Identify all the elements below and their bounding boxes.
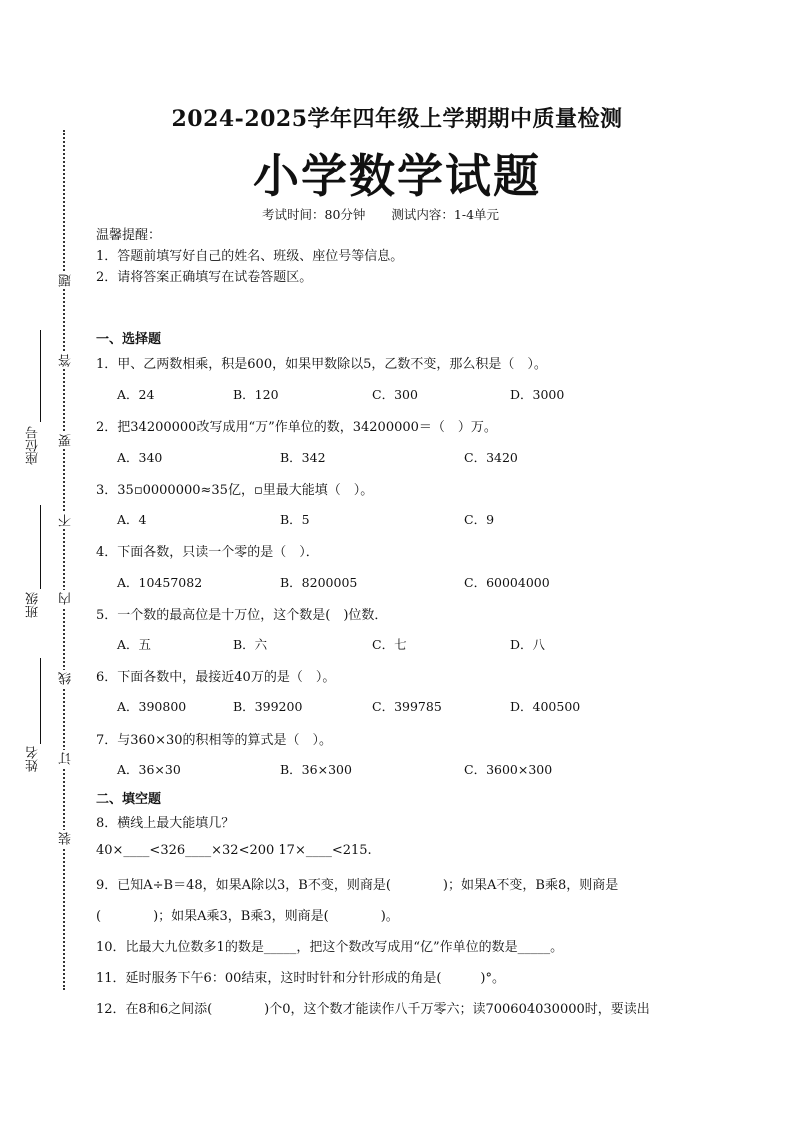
q3-option-b[interactable]: B．5 xyxy=(280,512,310,527)
seat-number-label: 座位号 xyxy=(26,426,41,465)
q3-option-c[interactable]: C．9 xyxy=(464,512,495,527)
q10-stem: 10．比最大九位数多1的数是_____，把这个数改写成用“亿”作单位的数是_____。 xyxy=(96,940,564,955)
q5-option-c[interactable]: C．七 xyxy=(372,637,407,652)
binding-char-4: 不 xyxy=(59,514,74,527)
binding-char-1: 题 xyxy=(59,274,74,287)
q2-option-b[interactable]: B．342 xyxy=(280,450,326,465)
q6-option-d[interactable]: D．400500 xyxy=(510,699,581,714)
binding-char-8: 装 xyxy=(59,832,74,845)
q9-line-1: 9．已知A÷B＝48，如果A除以3，B不变，则商是( )；如果A不变，B乘8，则商是 xyxy=(96,878,619,893)
q8-line: 40×____<326____×32<200 17×____<215. xyxy=(96,843,372,858)
q3-stem: 3．35▫0000000≈35亿，▫里最大能填（ ）。 xyxy=(96,483,374,498)
q5-option-d[interactable]: D．八 xyxy=(510,637,546,652)
q6-option-a[interactable]: A．390800 xyxy=(117,699,187,714)
q1-option-b[interactable]: B．120 xyxy=(233,387,279,402)
binding-char-6: 线 xyxy=(59,672,74,685)
q2-option-c[interactable]: C．3420 xyxy=(464,450,518,465)
class-blank[interactable] xyxy=(40,505,41,589)
notice-item-1: 1．答题前填写好自己的姓名、班级、座位号等信息。 xyxy=(96,249,404,264)
q12-stem: 12．在8和6之间添( )个0，这个数才能读作八千万零六；读700604030000时，要读出 xyxy=(96,1002,650,1017)
q4-stem: 4．下面各数，只读一个零的是（ ）． xyxy=(96,545,319,560)
binding-char-7: 订 xyxy=(59,752,74,765)
name-blank[interactable] xyxy=(40,658,41,744)
exam-content: 测试内容：1-4单元 xyxy=(391,207,500,222)
q1-option-d[interactable]: D．3000 xyxy=(510,387,565,402)
class-label: 班级 xyxy=(26,592,41,618)
section-2-title: 二、填空题 xyxy=(96,792,162,807)
name-label: 姓名 xyxy=(26,746,41,772)
binding-char-3: 要 xyxy=(59,434,74,447)
q7-option-c[interactable]: C．3600×300 xyxy=(464,762,553,777)
q8-stem: 8．横线上最大能填几？ xyxy=(96,816,235,831)
q5-stem: 5．一个数的最高位是十万位，这个数是( )位数． xyxy=(96,608,388,623)
binding-char-2: 答 xyxy=(59,354,74,367)
q7-option-a[interactable]: A．36×30 xyxy=(117,762,181,777)
q2-option-a[interactable]: A．340 xyxy=(117,450,163,465)
q6-stem: 6．下面各数中，最接近40万的是（ ）。 xyxy=(96,670,336,685)
binding-dotted-line xyxy=(63,130,65,990)
q1-stem: 1．甲、乙两数相乘，积是600，如果甲数除以5，乙数不变，那么积是（ ）。 xyxy=(96,357,547,372)
exam-meta xyxy=(262,205,499,223)
exam-title: 2024-2025学年四年级上学期期中质量检测 xyxy=(171,106,623,132)
q11-stem: 11．延时服务下午6：00结束，这时时针和分针形成的角是( )°。 xyxy=(96,971,505,986)
notice-item-2: 2．请将答案正确填写在试卷答题区。 xyxy=(96,270,313,285)
binding-char-5: 内 xyxy=(59,592,74,605)
q1-option-a[interactable]: A．24 xyxy=(117,387,155,402)
q2-stem: 2．把34200000改写成用“万”作单位的数，34200000＝（ ）万。 xyxy=(96,420,497,435)
q1-option-c[interactable]: C．300 xyxy=(372,387,418,402)
q6-option-b[interactable]: B．399200 xyxy=(233,699,303,714)
q4-option-a[interactable]: A．10457082 xyxy=(117,575,203,590)
q7-stem: 7．与360×30的积相等的算式是（ ）。 xyxy=(96,733,333,748)
exam-time: 考试时间：80分钟 xyxy=(262,207,366,222)
seat-number-blank[interactable] xyxy=(40,330,41,422)
q6-option-c[interactable]: C．399785 xyxy=(372,699,442,714)
q3-option-a[interactable]: A．4 xyxy=(117,512,147,527)
q9-line-2: ( )；如果A乘3，B乘3，则商是( )。 xyxy=(96,909,399,924)
q5-option-b[interactable]: B．六 xyxy=(233,637,268,652)
q5-option-a[interactable]: A．五 xyxy=(117,637,152,652)
section-1-title: 一、选择题 xyxy=(96,332,162,347)
q4-option-b[interactable]: B．8200005 xyxy=(280,575,358,590)
q4-option-c[interactable]: C．60004000 xyxy=(464,575,550,590)
q7-option-b[interactable]: B．36×300 xyxy=(280,762,352,777)
notice-heading: 温馨提醒： xyxy=(96,228,162,243)
exam-subtitle: 小学数学试题 xyxy=(253,149,541,203)
